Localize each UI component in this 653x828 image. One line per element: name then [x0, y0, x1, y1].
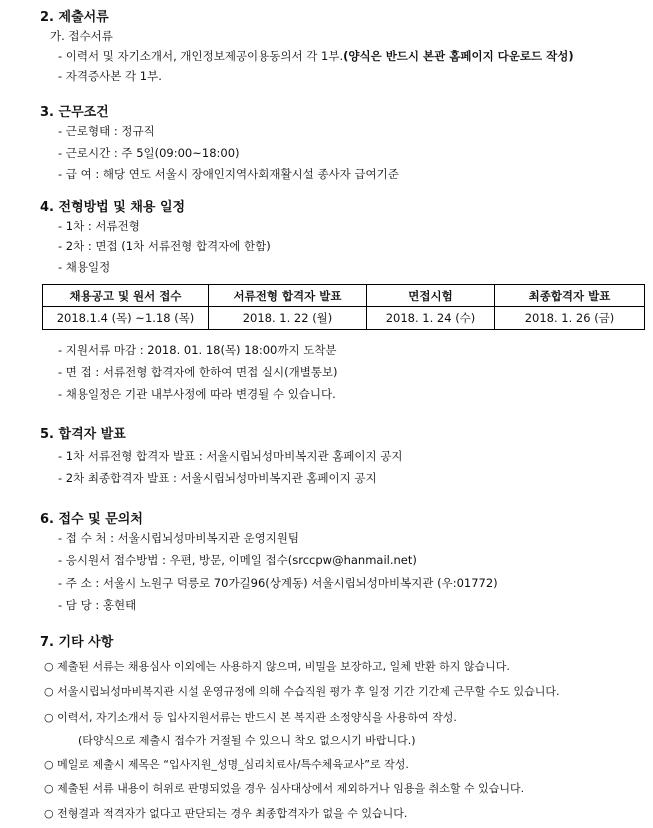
schedule-header-cell: 채용공고 및 원서 접수	[43, 285, 209, 307]
section-6-item: - 주 소 : 서울시 노원구 덕릉로 70가길96(상계동) 서울시립뇌성마비복지관 (우:01772)	[58, 576, 498, 590]
section-4-item: - 채용일정	[58, 260, 111, 274]
section-6-item: - 담 당 : 홍현태	[58, 598, 137, 612]
section-4-note: - 채용일정은 기관 내부사정에 따라 변경될 수 있습니다.	[58, 387, 336, 401]
section-3-item: - 근로형태 : 정규직	[58, 124, 155, 138]
section-4-note: - 면 접 : 서류전형 합격자에 한하여 면접 실시(개별통보)	[58, 365, 338, 379]
section-7-item-continued: (타양식으로 제출시 접수가 거절될 수 있으니 착오 없으시기 바랍니다.)	[78, 734, 416, 747]
section-4-item: - 1차 : 서류전형	[58, 219, 140, 233]
section-3-item: - 급 여 : 해당 연도 서울시 장애인지역사회재활시설 종사자 급여기준	[58, 167, 399, 181]
section-7-item: ○ 서울시립뇌성마비복지관 시설 운영규정에 의해 수습직원 평가 후 일정 기간 기간제 근무할 수도 있습니다.	[44, 685, 560, 698]
section-4-item: - 2차 : 면접 (1차 서류전형 합격자에 한함)	[58, 239, 271, 253]
schedule-cell: 2018. 1. 24 (수)	[367, 307, 495, 330]
section-3-item: - 근로시간 : 주 5일(09:00~18:00)	[58, 146, 240, 160]
section-5-item: - 1차 서류전형 합격자 발표 : 서울시립뇌성마비복지관 홈페이지 공지	[58, 449, 403, 463]
schedule-cell: 2018. 1. 22 (월)	[209, 307, 367, 330]
schedule-cell: 2018.1.4 (목) ~1.18 (목)	[43, 307, 209, 330]
section-2-note: (양식은 반드시 본관 홈페이지 다운로드 작성)	[343, 49, 574, 63]
schedule-cell: 2018. 1. 26 (금)	[495, 307, 645, 330]
section-7-item: ○ 전형결과 적격자가 없다고 판단되는 경우 최종합격자가 없을 수 있습니다.	[44, 807, 408, 820]
section-2-item-text: - 이력서 및 자기소개서, 개인정보제공이용동의서 각 1부.	[58, 49, 344, 63]
schedule-row	[43, 307, 645, 330]
section-6-item: - 접 수 처 : 서울시립뇌성마비복지관 운영지원팀	[58, 531, 300, 545]
section-7-item: ○ 이력서, 자기소개서 등 입사지원서류는 반드시 본 복지관 소정양식을 사용하여 작성.	[44, 711, 457, 724]
section-5-title: 5. 합격자 발표	[40, 427, 126, 442]
schedule-table	[42, 284, 645, 330]
schedule-header-cell: 면접시험	[367, 285, 495, 307]
section-2-item: - 자격증사본 각 1부.	[58, 69, 162, 83]
section-7-title: 7. 기타 사항	[40, 635, 114, 650]
section-4-title: 4. 전형방법 및 채용 일정	[40, 200, 186, 215]
section-2-subtitle: 가. 접수서류	[50, 29, 113, 43]
schedule-header-cell: 서류전형 합격자 발표	[209, 285, 367, 307]
section-6-item: - 응시원서 접수방법 : 우편, 방문, 이메일 접수(srccpw@hanmail.net)	[58, 553, 417, 567]
section-4-note: - 지원서류 마감 : 2018. 01. 18(목) 18:00까지 도착분	[58, 343, 337, 357]
section-3-title: 3. 근무조건	[40, 105, 109, 120]
section-5-item: - 2차 최종합격자 발표 : 서울시립뇌성마비복지관 홈페이지 공지	[58, 471, 377, 485]
section-7-item: ○ 메일로 제출시 제목은 “입사지원_성명_심리치료사/특수체육교사”로 작성.	[44, 758, 409, 771]
schedule-header-cell: 최종합격자 발표	[495, 285, 645, 307]
schedule-header-row	[43, 285, 645, 307]
section-7-item: ○ 제출된 서류는 채용심사 이외에는 사용하지 않으며, 비밀을 보장하고, 일체 반환 하지 않습니다.	[44, 660, 510, 673]
section-2-title: 2. 제출서류	[40, 10, 109, 25]
section-2-item	[58, 48, 574, 64]
section-7-item: ○ 제출된 서류 내용이 허위로 판명되었을 경우 심사대상에서 제외하거나 임용을 취소할 수 있습니다.	[44, 782, 525, 795]
section-6-title: 6. 접수 및 문의처	[40, 512, 143, 527]
